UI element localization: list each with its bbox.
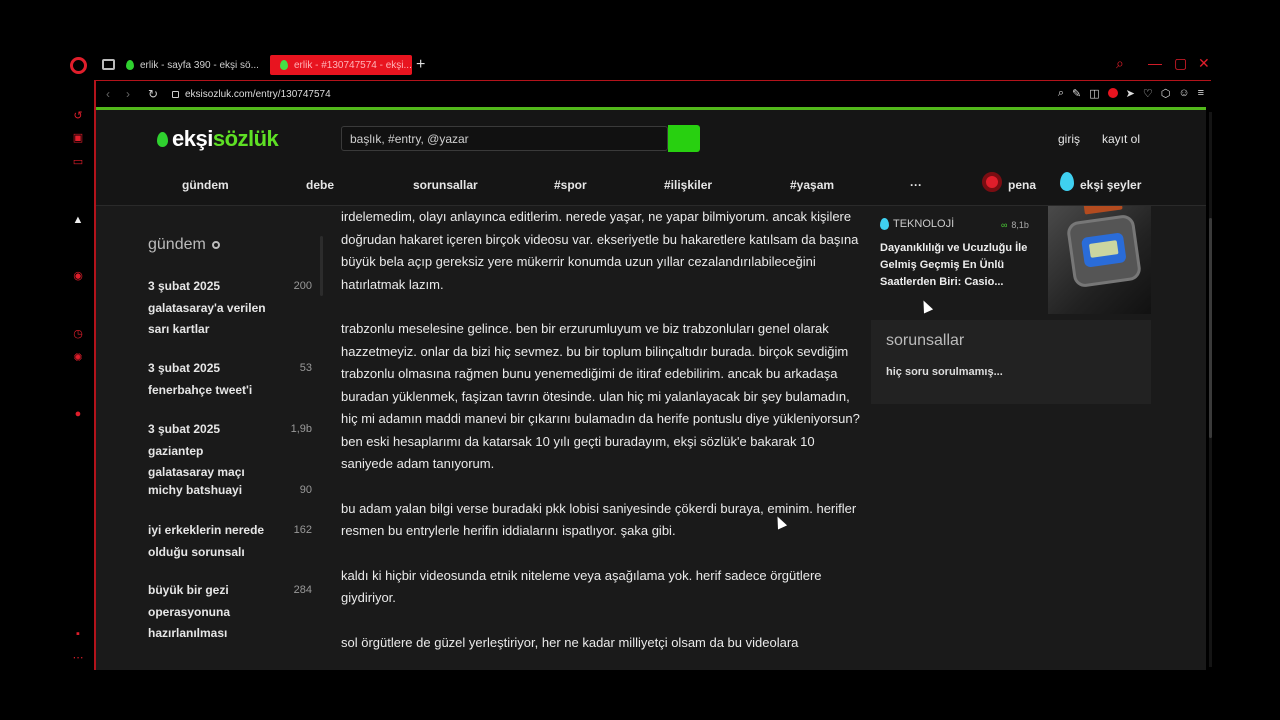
entry-paragraph: bu adam yalan bilgi verse buradaki pkk lobisi saniyesinde çökerdi buraya, eminim. herifler resmen bu entrylerle herifin iddialarını ispatlıyor. şaka gibi. xyxy=(341,500,857,538)
search-tabs-icon[interactable]: ⌕ xyxy=(1116,55,1124,71)
eksi-favicon-icon xyxy=(126,60,134,70)
extensions-icon[interactable]: ⬡ xyxy=(1160,88,1171,100)
eksi-seyler-icon[interactable] xyxy=(1060,172,1074,191)
watch-strap xyxy=(1083,206,1122,215)
sidebar-title[interactable]: gündem xyxy=(148,236,220,254)
eksi-favicon-icon xyxy=(280,60,288,70)
list-item[interactable]: 3 şubat 2025 fenerbahçe tweet'i 53 xyxy=(148,361,312,397)
profile-icon[interactable]: ☺ xyxy=(1178,87,1190,99)
news-title[interactable]: Dayanıklılığı ve Ucuzluğu İle Gelmiş Geçmiş En Ünlü Saatlerden Biri: Casio... xyxy=(880,242,1028,288)
clock-icon[interactable]: ◷ xyxy=(73,328,83,340)
panel-message: hiç soru sorulmamış... xyxy=(886,366,1003,378)
eksi-page xyxy=(96,110,1206,670)
list-item[interactable]: 3 şubat 2025 gaziantep galatasaray maçı 1,9b xyxy=(148,422,312,479)
tab-title: erlik - #130747574 - ekşi... xyxy=(294,59,412,71)
layout-icon[interactable]: ▪ xyxy=(76,628,80,640)
record-icon[interactable] xyxy=(1108,88,1118,98)
opera-logo-icon[interactable] xyxy=(70,57,87,74)
list-item[interactable]: 3 şubat 2025 galatasaray'a verilen sarı kartlar 200 xyxy=(148,279,312,336)
entry-paragraph: trabzonlu meselesine gelince. ben bir erzurumluyum ve biz trabzonluları genel olarak hazzetmeyiz. onlar da bizi hiç sevmez. bu bir toplum bilinçaltıdır burada. birçok sevdiğim trabzonlu olmasına rağmen bunu yenemediğimi de itiraf edebilirim. ancak bu arkadaşa buradan yüklenmek, faşizan tavrın ötesinde. ulan hiç mi yalanlayacak bir şey bulamadın, hiç mi adamın maddi manevi bir çıkarını bulamadın da herife pontuslu diye yükleniyorsun? ben eski hesaplarımı da katarsak 10 yılı geçti buradayım, ekşi sözlük'e bakarak 10 saniyede adam tanıyorum. xyxy=(341,321,860,471)
nav-sorunsallar[interactable]: sorunsallar xyxy=(413,178,478,192)
site-header xyxy=(96,110,1206,206)
gear-icon[interactable] xyxy=(212,241,220,249)
forward-icon[interactable]: › xyxy=(126,87,130,101)
nav-spor[interactable]: #spor xyxy=(554,178,587,192)
more-icon[interactable]: ⋯ xyxy=(72,652,84,664)
watch-image xyxy=(1066,214,1143,289)
site-logo[interactable]: ekşi sözlük xyxy=(157,126,278,152)
new-tab-button[interactable]: + xyxy=(416,56,426,73)
camera-icon[interactable]: ◫ xyxy=(1089,88,1100,100)
reload-icon[interactable]: ↻ xyxy=(148,87,159,101)
news-views: ∞ 8,1b xyxy=(1001,220,1029,230)
aria-icon[interactable]: ▲ xyxy=(72,214,84,226)
tab-title: erlik - sayfa 390 - ekşi sö... xyxy=(140,59,259,71)
nav-debe[interactable]: debe xyxy=(306,178,335,192)
news-category: TEKNOLOJİ xyxy=(880,218,954,230)
nav-yasam[interactable]: #yaşam xyxy=(790,178,835,192)
list-item[interactable]: michy batshuayi 90 xyxy=(148,483,312,497)
nav-eksi-seyler[interactable]: ekşi şeyler xyxy=(1080,178,1142,192)
sidebar-scrollbar[interactable] xyxy=(320,236,323,296)
lock-icon[interactable] xyxy=(172,91,179,98)
page-scrollbar[interactable] xyxy=(1209,112,1212,667)
tab-erlik-entry[interactable] xyxy=(270,55,412,75)
close-icon[interactable]: ✕ xyxy=(1198,55,1210,71)
bag-icon[interactable]: ▣ xyxy=(72,132,84,144)
speed-dial-icon[interactable]: ◉ xyxy=(73,270,83,282)
top-navigation xyxy=(96,176,1206,196)
news-card[interactable] xyxy=(871,206,1151,314)
list-item[interactable]: büyük bir gezi operasyonuna hazırlanılması 284 xyxy=(148,583,312,640)
search-button[interactable] xyxy=(668,125,700,152)
messenger-icon[interactable]: ▭ xyxy=(72,156,84,168)
minimize-icon[interactable]: — xyxy=(1148,55,1162,71)
category-drop-icon xyxy=(880,218,889,230)
history-icon[interactable]: ↺ xyxy=(73,110,83,122)
watch-lcd xyxy=(1089,240,1119,258)
tab-erlik-page[interactable] xyxy=(126,55,262,75)
zoom-icon[interactable]: ⌕ xyxy=(1057,87,1065,99)
nav-gundem[interactable]: gündem xyxy=(182,178,229,192)
watch-face xyxy=(1081,232,1127,268)
edit-icon[interactable]: ✎ xyxy=(1072,88,1082,100)
scrollbar-thumb[interactable] xyxy=(1209,218,1212,438)
send-icon[interactable]: ➤ xyxy=(1125,88,1135,100)
nav-pena[interactable]: pena xyxy=(1008,178,1037,192)
address-bar-tools xyxy=(1058,87,1204,100)
heart-icon[interactable]: ♡ xyxy=(1142,88,1153,100)
list-item[interactable]: iyi erkeklerin nerede olduğu sorunsalı 162 xyxy=(148,523,312,559)
login-link[interactable]: giriş xyxy=(1058,132,1081,146)
record-sidebar-icon[interactable]: ● xyxy=(74,408,82,420)
entry-paragraph: irdelemedim, olayı anlayınca editlerim. nerede yaşar, ne yapar bilmiyorum. ancak kişilere doğrudan hakaret içeren birçok videosu var. ekseriyetle bu hakaretlere katılsam da başına büyük bela açıp gereksiz yere mükerrir konumda uzun yıllar cezalandırılabileceğini hatırlatmak lazım. xyxy=(341,209,859,292)
settings-icon[interactable]: ✺ xyxy=(73,352,83,364)
maximize-icon[interactable]: ▢ xyxy=(1174,55,1188,71)
tab-overview-icon[interactable] xyxy=(102,59,115,70)
news-thumbnail[interactable] xyxy=(1048,206,1151,314)
nav-iliskiler[interactable]: #ilişkiler xyxy=(664,178,713,192)
views-icon: ∞ xyxy=(1001,220,1008,230)
sorunsallar-panel xyxy=(871,320,1151,404)
entry-paragraph: kaldı ki hiçbir videosunda etnik niteleme veya aşağılama yok. herif sadece örgütlere giydiriyor. xyxy=(341,567,822,605)
entry-paragraph: sol örgütlere de güzel yerleştiriyor, her ne kadar milliyetçi olsam da bu videolara xyxy=(341,634,799,650)
url-text[interactable]: eksisozluk.com/entry/130747574 xyxy=(185,88,331,100)
entry-content xyxy=(341,206,861,670)
register-link[interactable]: kayıt ol xyxy=(1102,132,1141,146)
eksi-drop-icon xyxy=(157,132,168,147)
search-input[interactable] xyxy=(341,126,668,151)
panel-title[interactable]: sorunsallar xyxy=(886,332,965,349)
pena-icon[interactable] xyxy=(982,172,1002,192)
menu-icon[interactable]: ≡ xyxy=(1197,87,1204,99)
back-icon[interactable]: ‹ xyxy=(106,87,110,101)
address-bar xyxy=(100,84,1210,104)
nav-more[interactable]: ··· xyxy=(910,178,922,192)
